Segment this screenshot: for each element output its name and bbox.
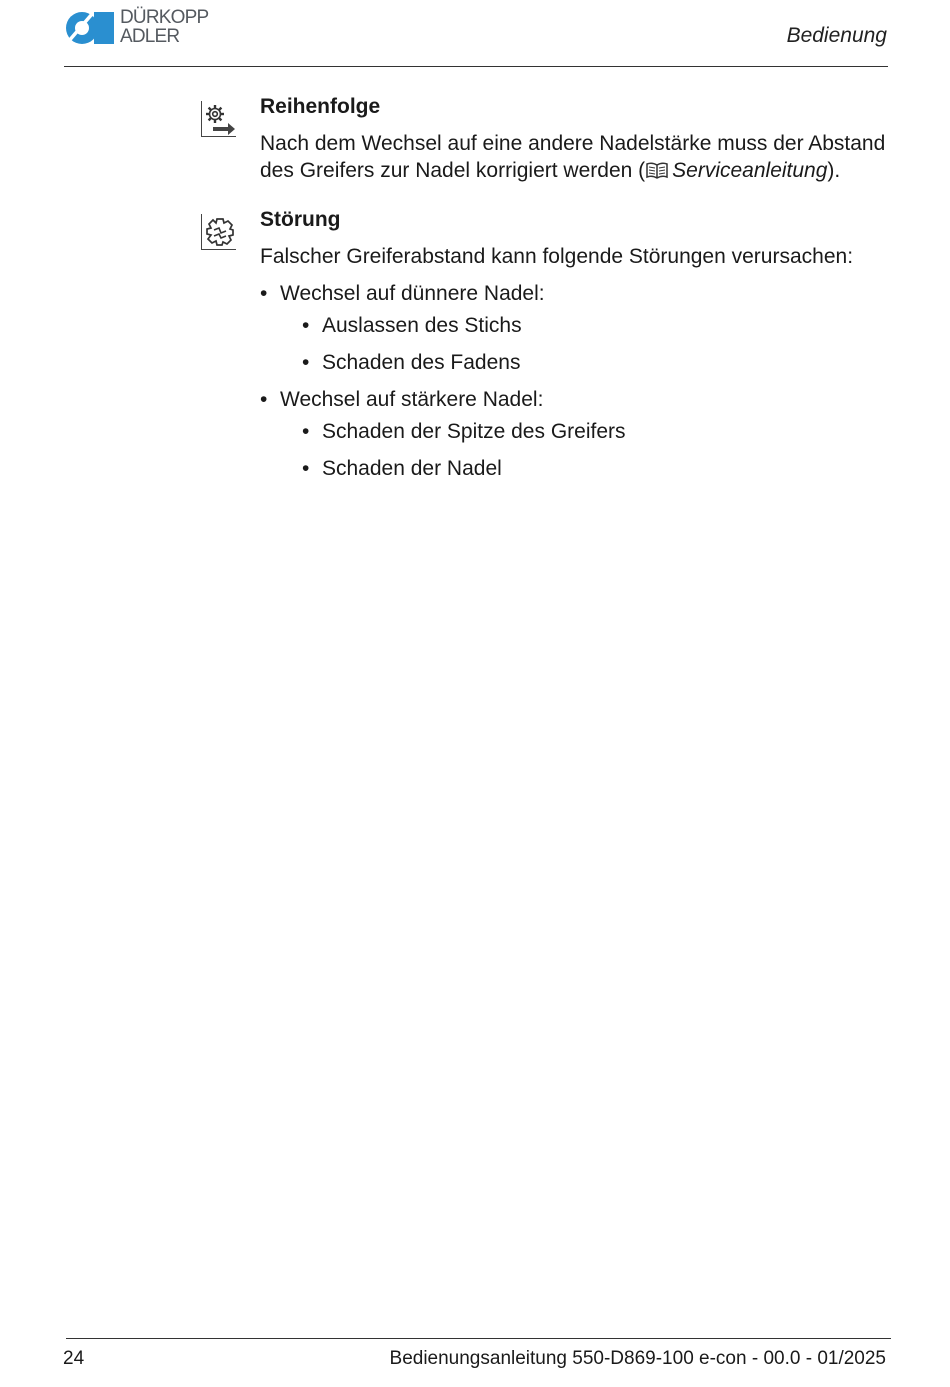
list-item bbox=[302, 456, 502, 482]
sequence-text bbox=[260, 130, 890, 184]
page-number: 24 bbox=[63, 1348, 85, 1369]
list-item bbox=[302, 350, 521, 376]
logo-line-2: ADLER bbox=[120, 26, 180, 47]
sequence-text-line-2-pre: des Greifers zur Nadel korrigiert werden ( bbox=[260, 159, 646, 182]
section-title: Bedienung bbox=[786, 24, 887, 47]
brand-logo bbox=[64, 8, 234, 50]
list-item bbox=[302, 313, 522, 339]
sequence-block bbox=[260, 94, 890, 184]
document-id: Bedienungsanleitung 550-D869-100 e-con - 00.0 - 01/2025 bbox=[389, 1348, 886, 1369]
list-item-label: Schaden der Nadel bbox=[322, 457, 502, 480]
logo-line-1: DÜRKOPP bbox=[120, 7, 209, 28]
sequence-heading: Reihenfolge bbox=[260, 95, 381, 118]
fault-block bbox=[260, 207, 890, 270]
header-divider bbox=[64, 66, 888, 67]
logo-mark-icon bbox=[64, 10, 116, 46]
gear-fault-icon bbox=[201, 214, 236, 250]
bullet: • bbox=[302, 457, 310, 480]
bullet: • bbox=[302, 351, 310, 374]
footer-divider bbox=[66, 1338, 891, 1339]
list-item-label: Schaden der Spitze des Greifers bbox=[322, 420, 626, 443]
bullet: • bbox=[260, 388, 268, 411]
bullet: • bbox=[302, 420, 310, 443]
list-item-label: Wechsel auf stärkere Nadel: bbox=[280, 388, 544, 411]
gear-arrow-icon bbox=[201, 101, 236, 137]
service-manual-reference: Serviceanleitung bbox=[672, 159, 828, 182]
list-item-label: Schaden des Fadens bbox=[322, 351, 521, 374]
list-item bbox=[260, 387, 544, 413]
list-item bbox=[302, 419, 626, 445]
fault-heading: Störung bbox=[260, 208, 341, 231]
list-item bbox=[260, 281, 545, 307]
list-item-label: Auslassen des Stichs bbox=[322, 314, 522, 337]
bullet: • bbox=[302, 314, 310, 337]
sequence-text-line-1: Nach dem Wechsel auf eine andere Nadelstärke muss der Abstand bbox=[260, 132, 886, 155]
book-icon bbox=[646, 162, 668, 179]
bullet: • bbox=[260, 282, 268, 305]
logo-wordmark bbox=[120, 8, 208, 46]
fault-intro: Falscher Greiferabstand kann folgende Störungen verursachen: bbox=[260, 245, 854, 268]
list-item-label: Wechsel auf dünnere Nadel: bbox=[280, 282, 545, 305]
sequence-text-line-2-post: ). bbox=[827, 159, 841, 182]
